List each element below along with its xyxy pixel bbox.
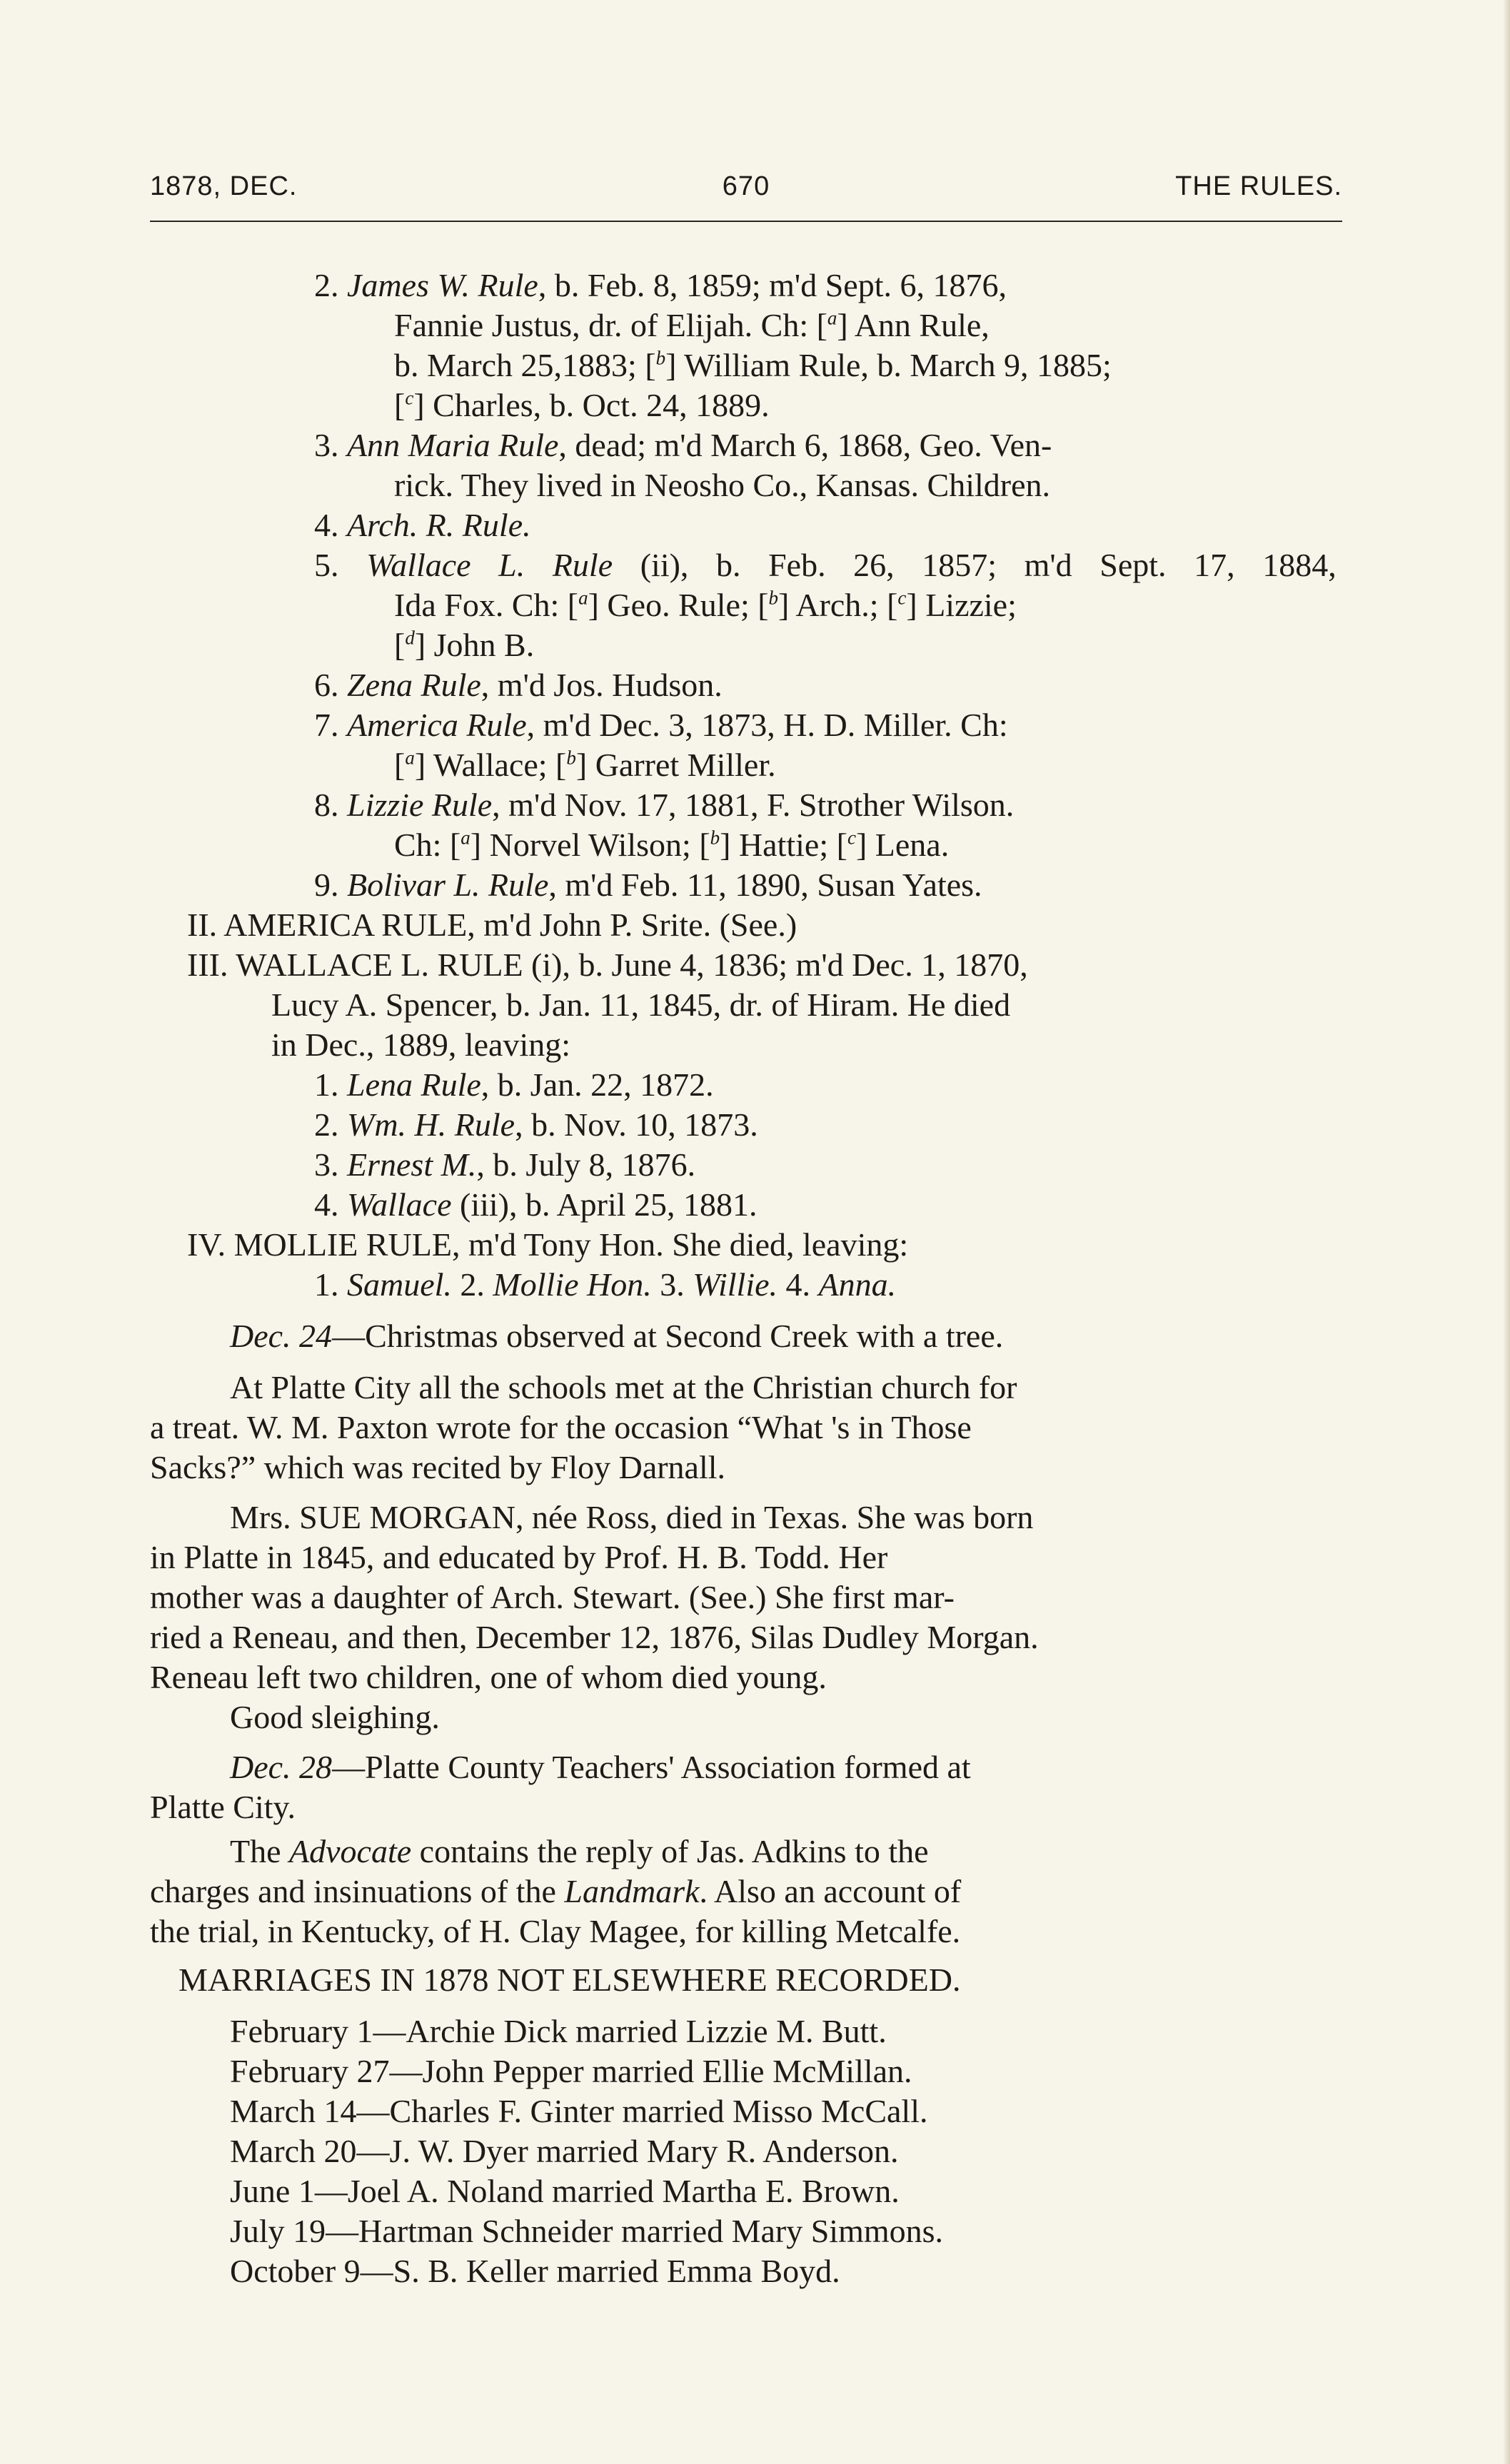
text-run: —Platte County Teachers' Association formed at: [332, 1749, 971, 1785]
italic-text: Wm. H. Rule: [347, 1106, 515, 1143]
text-line: [230, 2211, 943, 2251]
text-line: [230, 1498, 1033, 1538]
text-line: [314, 705, 1008, 745]
text-line: [230, 1368, 1017, 1408]
superscript-letter: d: [405, 627, 415, 649]
text-line: [394, 745, 776, 785]
text-run: ] Geo. Rule; [: [588, 587, 769, 623]
text-line: [314, 665, 723, 705]
text-run: [: [394, 627, 406, 663]
text-run: the trial, in Kentucky, of H. Clay Magee, for killing Metcalfe.: [150, 1913, 961, 1949]
text-line: [230, 2131, 898, 2171]
text-run: 9.: [314, 867, 347, 903]
italic-text: Zena Rule: [347, 667, 481, 703]
text-line: [150, 1872, 961, 1912]
text-run: March 14—Charles F. Ginter married Misso McCall.: [230, 2093, 928, 2129]
superscript-letter: c: [847, 827, 856, 849]
text-run: ] Norvel Wilson; [: [470, 827, 710, 863]
italic-text: Mollie Hon.: [493, 1266, 652, 1303]
text-run: , m'd Jos. Hudson.: [480, 667, 723, 703]
text-run: 4.: [314, 1186, 347, 1223]
text-run: 2.: [314, 1106, 347, 1143]
text-run: February 1—Archie Dick married Lizzie M. Butt.: [230, 2013, 887, 2049]
text-line: [187, 905, 797, 945]
italic-text: America Rule: [347, 707, 527, 743]
superscript-letter: b: [710, 827, 720, 849]
text-line: [150, 1617, 1039, 1657]
text-run: ] Arch.; [: [778, 587, 898, 623]
text-run: . Also an account of: [699, 1873, 962, 1909]
italic-text: Bolivar L. Rule: [347, 867, 549, 903]
superscript-letter: a: [827, 307, 837, 329]
header-rule: [150, 221, 1342, 222]
italic-text: Lena Rule: [347, 1066, 481, 1103]
text-run: Reneau left two children, one of whom died young.: [150, 1659, 827, 1695]
text-run: ] Charles, b. Oct. 24, 1889.: [413, 387, 770, 423]
text-run: Platte City.: [150, 1789, 296, 1825]
text-line: [150, 1912, 960, 1951]
italic-text: Wallace: [347, 1186, 452, 1223]
italic-text: Advocate: [289, 1833, 412, 1869]
text-run: 2.: [314, 267, 347, 303]
text-run: rick. They lived in Neosho Co., Kansas. Children.: [394, 467, 1051, 503]
text-line: [187, 945, 1028, 985]
text-line: [230, 2251, 840, 2291]
text-run: in Platte in 1845, and educated by Prof. H. B. Todd. Her: [150, 1539, 888, 1575]
running-head-right: THE RULES.: [1175, 171, 1342, 201]
text-line: [230, 2051, 912, 2091]
text-run: March 20—J. W. Dyer married Mary R. Anderson.: [230, 2133, 899, 2169]
text-run: October 9—S. B. Keller married Emma Boyd.: [230, 2253, 840, 2289]
text-run: 3.: [314, 1146, 347, 1183]
italic-text: Wallace L. Rule: [366, 547, 613, 583]
running-head-left: 1878, DEC.: [150, 171, 298, 201]
text-line: [230, 1747, 971, 1787]
text-line: [314, 1185, 757, 1225]
italic-text: Dec. 24: [230, 1318, 333, 1354]
text-line: [394, 465, 1050, 505]
text-line: [394, 585, 1017, 625]
text-line: [271, 985, 1010, 1025]
text-line: [314, 1145, 695, 1185]
text-run: , m'd Nov. 17, 1881, F. Strother Wilson.: [492, 787, 1015, 823]
text-run: February 27—John Pepper married Ellie McMillan.: [230, 2053, 912, 2089]
text-run: 5.: [314, 547, 367, 583]
italic-text: Lizzie Rule: [347, 787, 493, 823]
italic-text: James W. Rule: [347, 267, 538, 303]
text-run: 3.: [314, 427, 347, 463]
text-run: charges and insinuations of the: [150, 1873, 565, 1909]
text-run: MARRIAGES IN 1878 NOT ELSEWHERE RECORDED.: [178, 1961, 961, 1998]
italic-text: Arch. R. Rule.: [347, 507, 531, 543]
italic-text: Willie.: [693, 1266, 778, 1303]
text-run: III. WALLACE L. RULE (i), b. June 4, 1836; m'd Dec. 1, 1870,: [187, 946, 1028, 983]
text-line: [314, 545, 1337, 585]
text-run: 2.: [451, 1266, 493, 1303]
text-run: June 1—Joel A. Noland married Martha E. Brown.: [230, 2173, 900, 2209]
italic-text: Ernest M.: [347, 1146, 477, 1183]
text-run: Good sleighing.: [230, 1699, 440, 1735]
text-line: [150, 1408, 972, 1448]
italic-text: Landmark: [564, 1873, 700, 1909]
text-line: [314, 1105, 758, 1145]
text-run: Ch: [: [394, 827, 461, 863]
text-run: July 19—Hartman Schneider married Mary Simmons.: [230, 2213, 944, 2249]
text-line: [230, 1697, 440, 1737]
text-run: in Dec., 1889, leaving:: [271, 1026, 571, 1063]
text-run: At Platte City all the schools met at the Christian church for: [230, 1369, 1017, 1405]
text-run: , b. July 8, 1876.: [476, 1146, 696, 1183]
text-run: (iii), b. April 25, 1881.: [451, 1186, 757, 1223]
superscript-letter: b: [566, 747, 576, 769]
text-run: Sacks?” which was recited by Floy Darnall.: [150, 1449, 726, 1485]
text-run: 7.: [314, 707, 347, 743]
text-run: ] Wallace; [: [414, 747, 567, 783]
text-run: Mrs. SUE MORGAN, née Ross, died in Texas. She was born: [230, 1499, 1034, 1535]
text-run: (ii), b. Feb. 26, 1857; m'd Sept. 17, 1884,: [613, 547, 1337, 583]
text-run: ried a Reneau, and then, December 12, 1876, Silas Dudley Morgan.: [150, 1619, 1039, 1655]
text-run: a treat. W. M. Paxton wrote for the occasion “What 's in Those: [150, 1409, 972, 1445]
superscript-letter: a: [460, 827, 470, 849]
text-run: mother was a daughter of Arch. Stewart. (See.) She first mar-: [150, 1579, 955, 1615]
text-line: [150, 1657, 827, 1697]
text-run: II. AMERICA RULE, m'd John P. Srite. (See.): [187, 907, 797, 943]
text-line: [314, 1065, 714, 1105]
text-run: ] Garret Miller.: [575, 747, 776, 783]
page-number: 670: [722, 171, 770, 201]
italic-text: Dec. 28: [230, 1749, 333, 1785]
text-run: 6.: [314, 667, 347, 703]
text-line: [314, 785, 1014, 825]
text-line: [314, 865, 982, 905]
italic-text: Ann Maria Rule: [347, 427, 559, 463]
text-line: [394, 385, 770, 425]
text-run: Ida Fox. Ch: [: [394, 587, 579, 623]
page-edge: [1503, 0, 1510, 2464]
text-run: ] Lizzie;: [906, 587, 1017, 623]
text-run: [: [394, 747, 406, 783]
text-line: [314, 505, 531, 545]
text-run: contains the reply of Jas. Adkins to the: [411, 1833, 929, 1869]
text-line: [187, 1225, 908, 1265]
text-run: 1.: [314, 1066, 347, 1103]
text-line: [150, 1577, 955, 1617]
text-line: [394, 306, 990, 345]
text-run: 3.: [651, 1266, 693, 1303]
text-line: [314, 1265, 896, 1305]
text-line: [314, 266, 1007, 306]
superscript-letter: c: [897, 587, 907, 609]
superscript-letter: b: [655, 347, 666, 369]
text-line: [394, 625, 534, 665]
superscript-letter: a: [405, 747, 415, 769]
text-line: [230, 1316, 1003, 1356]
text-run: Fannie Justus, dr. of Elijah. Ch: [: [394, 307, 827, 343]
text-run: —Christmas observed at Second Creek with a tree.: [332, 1318, 1004, 1354]
text-run: Lucy A. Spencer, b. Jan. 11, 1845, dr. of Hiram. He died: [271, 986, 1011, 1023]
text-run: , b. Feb. 8, 1859; m'd Sept. 6, 1876,: [538, 267, 1007, 303]
text-run: ] William Rule, b. March 9, 1885;: [665, 347, 1112, 383]
text-run: , b. Nov. 10, 1873.: [515, 1106, 758, 1143]
text-run: [: [394, 387, 406, 423]
running-head: [150, 171, 1342, 207]
text-line: [150, 1448, 725, 1488]
text-run: ] Ann Rule,: [837, 307, 990, 343]
text-run: 4.: [314, 507, 347, 543]
text-line: [394, 825, 949, 865]
superscript-letter: a: [578, 587, 588, 609]
text-line: [230, 2091, 927, 2131]
text-line: [150, 1787, 296, 1827]
text-run: 1.: [314, 1266, 347, 1303]
text-line: [271, 1025, 570, 1065]
text-run: , b. Jan. 22, 1872.: [480, 1066, 714, 1103]
text-line: [394, 345, 1112, 385]
text-line: [178, 1960, 960, 2000]
text-run: The: [230, 1833, 290, 1869]
italic-text: Samuel.: [347, 1266, 452, 1303]
text-run: , dead; m'd March 6, 1868, Geo. Ven-: [558, 427, 1052, 463]
superscript-letter: b: [768, 587, 779, 609]
text-run: ] Lena.: [855, 827, 950, 863]
text-run: b. March 25,1883; [: [394, 347, 656, 383]
text-run: IV. MOLLIE RULE, m'd Tony Hon. She died, leaving:: [187, 1226, 909, 1263]
text-run: 4.: [777, 1266, 819, 1303]
text-run: ] Hattie; [: [720, 827, 847, 863]
text-line: [314, 425, 1052, 465]
text-run: , m'd Feb. 11, 1890, Susan Yates.: [548, 867, 982, 903]
text-line: [230, 2171, 900, 2211]
text-run: ] John B.: [414, 627, 535, 663]
superscript-letter: c: [405, 387, 414, 409]
text-line: [150, 1538, 887, 1577]
text-line: [230, 1832, 929, 1872]
italic-text: Anna.: [818, 1266, 897, 1303]
text-run: 8.: [314, 787, 347, 823]
text-run: , m'd Dec. 3, 1873, H. D. Miller. Ch:: [526, 707, 1008, 743]
text-line: [230, 2011, 887, 2051]
